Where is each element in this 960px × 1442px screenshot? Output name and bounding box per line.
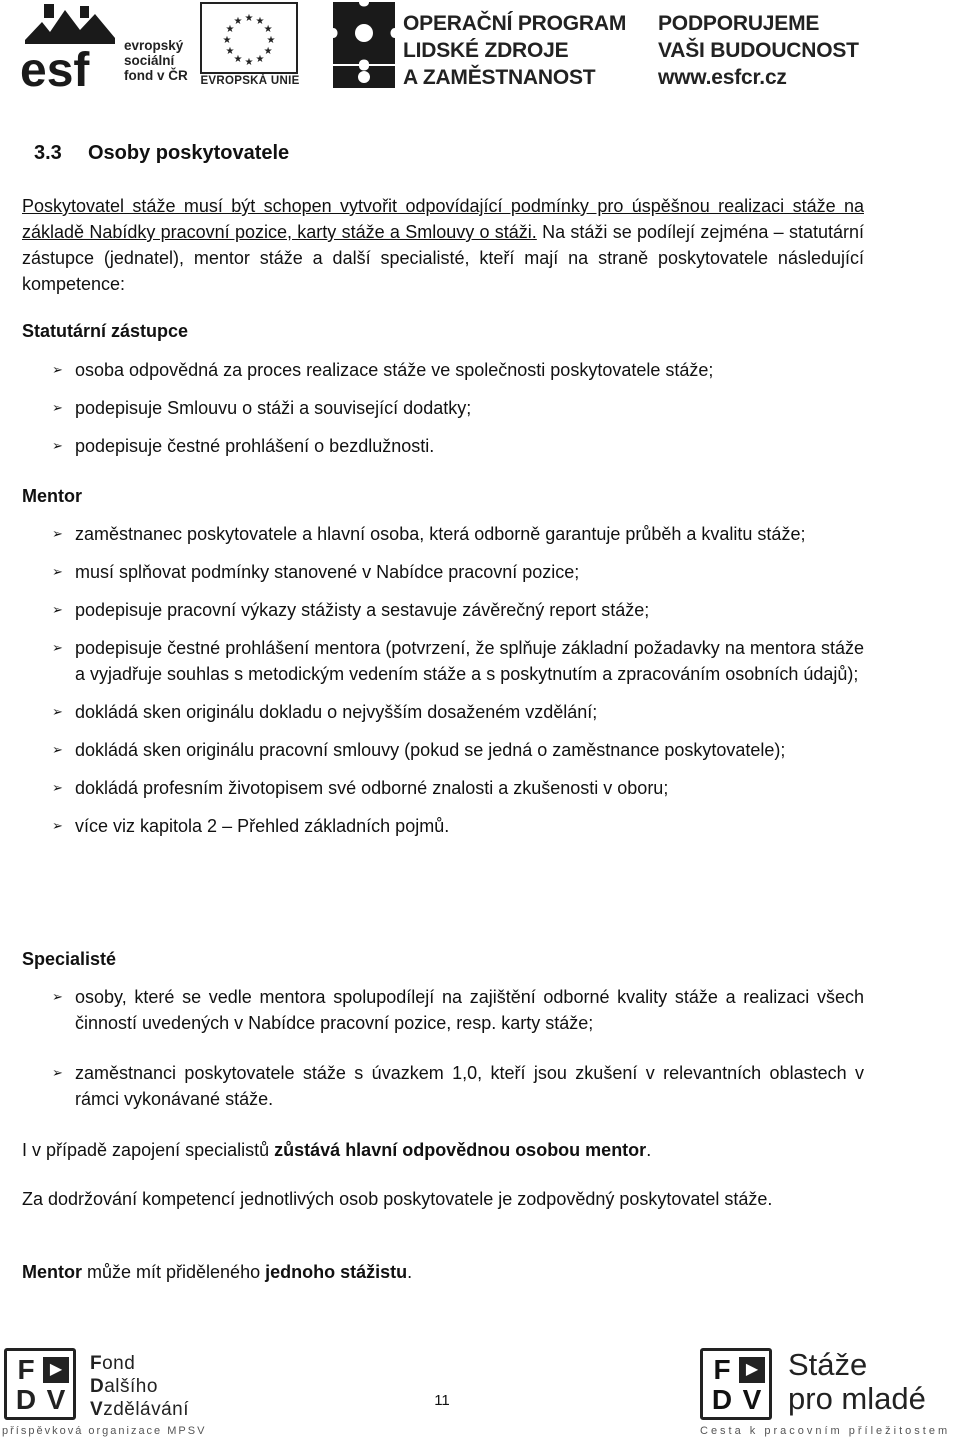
esf-mark-text: esf (20, 44, 90, 88)
list-item (52, 357, 864, 383)
section-number: 3.3 (34, 142, 62, 164)
arrow-bullet-icon: ➢ (52, 780, 63, 795)
section-heading (34, 142, 289, 165)
list-item-text: zaměstnanci poskytovatele stáže s úvazkem 1,0, kteří jsou zkušení v relevantních oblastech v rámci vykonávané stáže. (75, 1063, 864, 1109)
eu-star-icon: ★ (225, 24, 235, 35)
header-logos (0, 0, 960, 100)
eu-star-icon: ★ (244, 57, 254, 68)
fdv-rest: ond (102, 1353, 136, 1374)
eu-star-icon: ★ (255, 15, 265, 27)
fdv-cell: ▶ (43, 1357, 69, 1383)
statutar-list (52, 357, 864, 459)
list-item-text: dokládá sken originálu dokladu o nejvyšším dosaženém vzdělání; (75, 702, 598, 722)
eu-star-icon: ★ (255, 54, 265, 66)
spm-line: Stáže (788, 1347, 868, 1382)
fdv-cell: D (15, 1384, 37, 1415)
list-item-text: podepisuje čestné prohlášení o bezdlužnosti. (75, 436, 435, 456)
list-item-text: zaměstnanec poskytovatele a hlavní osoba, která odborně garantuje průběh a kvalitu stáže; (75, 524, 806, 544)
eu-star-icon: ★ (244, 13, 254, 24)
list-item-text: dokládá sken originálu pracovní smlouvy (pokud se jedná o zaměstnance poskytovatele); (75, 740, 786, 760)
specialiste-heading: Specialisté (22, 949, 117, 969)
page-number: 11 (434, 1392, 450, 1409)
esf-label (124, 38, 188, 83)
list-item (52, 635, 864, 687)
spm-cell: V (742, 1384, 762, 1415)
op-program-label (403, 10, 626, 91)
fdv-line (90, 1398, 189, 1421)
list-item-text: osoby, které se vedle mentora spolupodílejí na zajištění odborné kvality stáže a realizaci všech činností uvedených v Nabídce pracovní pozice, resp. karty stáže; (75, 987, 864, 1033)
arrow-bullet-icon: ➢ (52, 989, 63, 1004)
list-item (52, 433, 864, 459)
pb-line: PODPORUJEME (658, 12, 820, 35)
intro-underlined: Poskytovatel stáže musí být schopen vytvořit odpovídající podmínky pro úspěšnou realizaci stáže na základě Nabídky pracovní pozice, karty stáže a Smlouvy o stáži. (22, 196, 864, 242)
spm-cell: D (711, 1384, 733, 1415)
op-line: A ZAMĚSTNANOST (403, 66, 596, 89)
list-item (52, 699, 864, 725)
fdv-line (90, 1375, 189, 1398)
list-item-text: podepisuje čestné prohlášení mentora (potvrzení, že splňuje základní požadavky na mentora stáže a vyjadřuje souhlas s metodickým vedením stáže a s poskytnutím a zpracováním osobních údajů); (75, 638, 864, 684)
list-item (52, 813, 864, 839)
arrow-bullet-icon: ➢ (52, 438, 63, 453)
arrow-bullet-icon: ➢ (52, 704, 63, 719)
list-item-text: musí splňovat podmínky stanovené v Nabídce pracovní pozice; (75, 562, 580, 582)
arrow-bullet-icon: ➢ (52, 818, 63, 833)
list-item-text: podepisuje Smlouvu o stáži a související dodatky; (75, 398, 472, 418)
eu-star-icon: ★ (263, 46, 273, 57)
eu-star-icon: ★ (233, 54, 243, 66)
note-text: . (407, 1262, 413, 1282)
section-title: Osoby poskytovatele (88, 142, 290, 164)
list-item-text: více viz kapitola 2 – Přehled základních pojmů. (75, 816, 450, 836)
arrow-bullet-icon: ➢ (52, 640, 63, 655)
list-item (52, 1060, 864, 1112)
specialists-note (22, 1137, 864, 1163)
esf-line: sociální (124, 53, 175, 68)
eu-star-icon: ★ (233, 15, 243, 27)
fdv-rest: zdělávání (103, 1399, 190, 1420)
list-item (52, 395, 864, 421)
list-item (52, 984, 864, 1036)
note-emphasis: zůstává hlavní odpovědnou osobou mentor (274, 1140, 647, 1160)
spm-cell: ▶ (739, 1357, 765, 1383)
list-item (52, 521, 864, 547)
esf-logo-icon (20, 2, 120, 88)
arrow-bullet-icon: ➢ (52, 400, 63, 415)
list-item (52, 775, 864, 801)
intro-paragraph (22, 193, 864, 297)
list-item-text: dokládá profesním životopisem své odborné znalosti a zkušenosti v oboru; (75, 778, 669, 798)
pb-line: VAŠI BUDOUCNOST (658, 39, 859, 62)
staze-logo-icon (700, 1348, 772, 1420)
statutar-heading: Statutární zástupce (22, 321, 189, 341)
mentor-heading: Mentor (22, 486, 82, 506)
podporujeme-label (658, 10, 859, 91)
fdv-label (90, 1352, 189, 1421)
mentor-note (22, 1259, 864, 1285)
fdv-initial: F (90, 1353, 103, 1374)
fdv-line (90, 1352, 189, 1375)
list-item (52, 597, 864, 623)
fdv-cell: F (17, 1354, 35, 1385)
arrow-bullet-icon: ➢ (52, 1065, 63, 1080)
arrow-bullet-icon: ➢ (52, 564, 63, 579)
fdv-rest: alšího (104, 1376, 158, 1397)
eu-flag-icon (200, 2, 298, 74)
mentor-list (52, 521, 864, 839)
eu-star-icon: ★ (222, 35, 232, 46)
op-line: OPERAČNÍ PROGRAM (403, 12, 627, 35)
list-item-text: podepisuje pracovní výkazy stážisty a sestavuje závěrečný report stáže; (75, 600, 650, 620)
specialiste-list (52, 984, 864, 1112)
spm-line: pro mladé (788, 1381, 926, 1416)
arrow-bullet-icon: ➢ (52, 526, 63, 541)
eu-star-icon: ★ (225, 46, 235, 57)
arrow-bullet-icon: ➢ (52, 602, 63, 617)
puzzle-logo-icon (333, 2, 395, 88)
eu-label: EVROPSKÁ UNIE (200, 75, 300, 87)
note-text: . (646, 1140, 652, 1160)
fdv-initial: D (90, 1376, 105, 1397)
staze-label (788, 1348, 926, 1416)
staze-subtitle: Cesta k pracovním příležitostem (700, 1425, 951, 1437)
list-item-text: osoba odpovědná za proces realizace stáže ve společnosti poskytovatele stáže; (75, 360, 714, 380)
list-item (52, 559, 864, 585)
fdv-initial: V (90, 1399, 104, 1420)
note-emphasis: Mentor (22, 1262, 82, 1282)
eu-star-icon: ★ (266, 35, 276, 46)
note-emphasis: jednoho stážistu (265, 1262, 408, 1282)
spm-cell: F (713, 1354, 731, 1385)
eu-star-icon: ★ (263, 24, 273, 35)
note-text: I v případě zapojení specialistů (22, 1140, 275, 1160)
esfcr-link[interactable]: www.esfcr.cz (658, 66, 787, 89)
note-text: může mít přiděleného (82, 1262, 266, 1282)
fdv-logo-icon (4, 1348, 76, 1420)
op-line: LIDSKÉ ZDROJE (403, 39, 569, 62)
arrow-bullet-icon: ➢ (52, 742, 63, 757)
esf-line: evropský (124, 38, 184, 53)
fdv-cell: V (46, 1384, 66, 1415)
arrow-bullet-icon: ➢ (52, 362, 63, 377)
list-item (52, 737, 864, 763)
responsibility-paragraph: Za dodržování kompetencí jednotlivých osob poskytovatele je zodpovědný poskytovatel stáže. (22, 1189, 773, 1209)
fdv-subtitle: příspěvková organizace MPSV (2, 1425, 207, 1437)
intro-rest: Na stáži se podílejí zejména – statutární zástupce (jednatel), mentor stáže a další specialisté, kteří mají na straně poskytovatele následující kompetence: (22, 222, 864, 294)
esf-line: fond v ČR (124, 68, 188, 83)
